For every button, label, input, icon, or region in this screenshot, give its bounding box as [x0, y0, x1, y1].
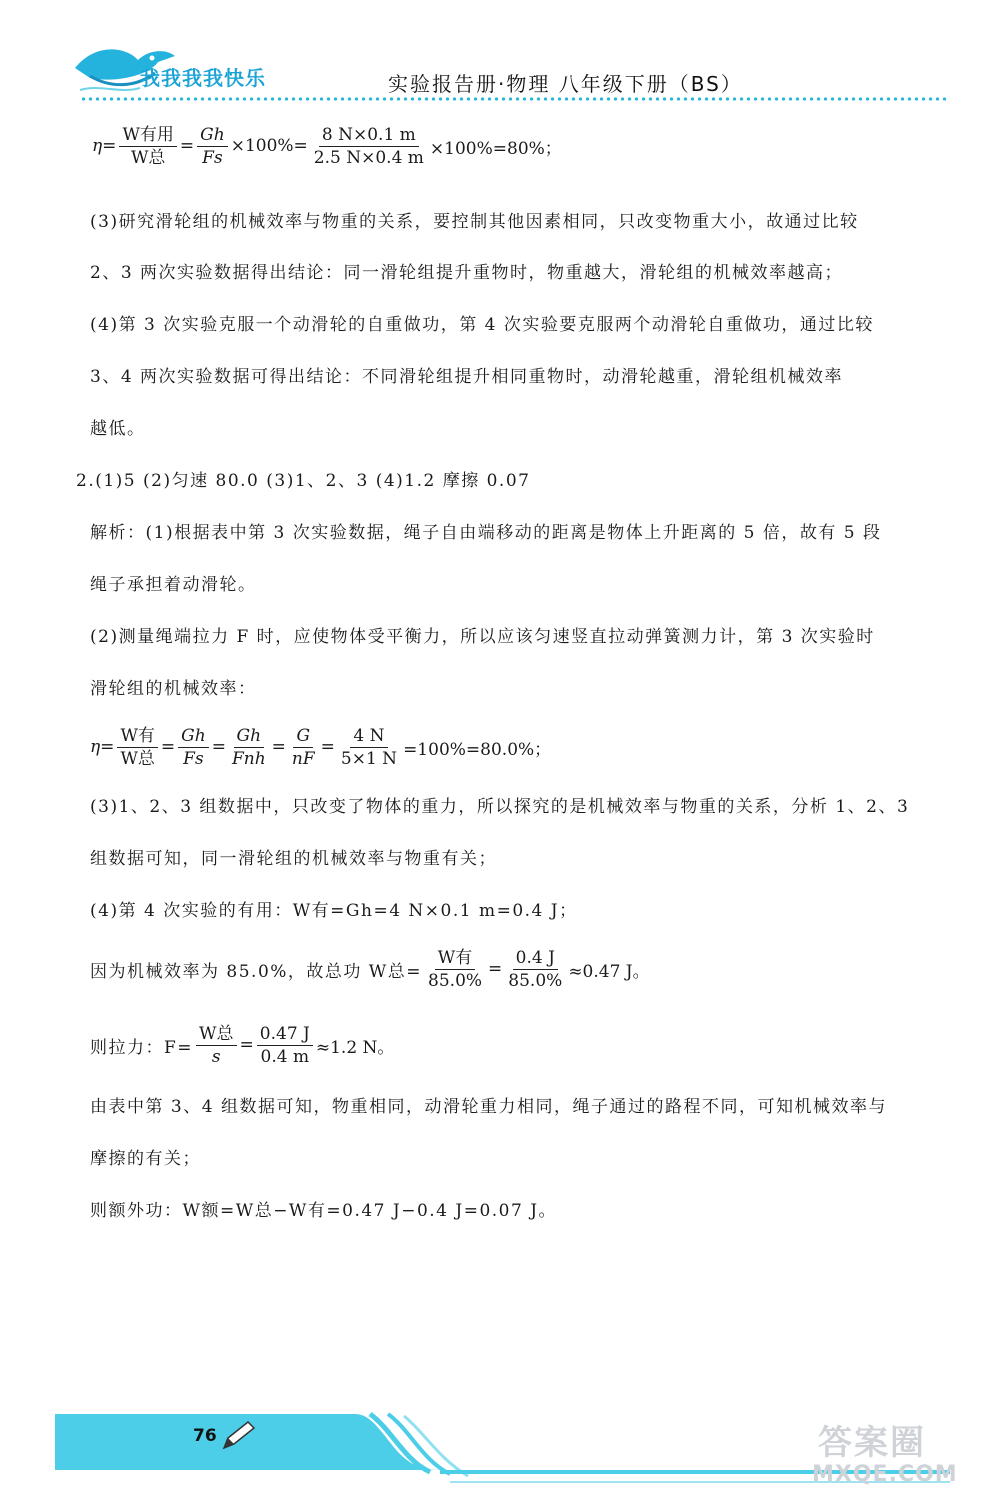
watermark-url: MXQE.COM	[812, 1462, 958, 1487]
formula-eta: η=	[90, 737, 115, 757]
fraction-numerator: Gh	[197, 124, 228, 147]
fraction-numerator: 4 N	[350, 725, 387, 748]
fraction-numerator: 0.47 J	[257, 1023, 313, 1046]
formula-prefix: 则拉力：F=	[90, 1037, 194, 1058]
fraction-numerator: W有用	[119, 124, 176, 147]
fraction-denominator: 85.0%	[508, 970, 563, 991]
text-line: 摩擦的有关；	[90, 1149, 201, 1169]
formula-result: ≈0.47 J。	[568, 961, 650, 982]
fraction-values	[338, 725, 400, 770]
formula-eta: η=	[92, 136, 117, 156]
formula-prefix: 因为机械效率为 85.0%，故总功 W总=	[90, 961, 423, 982]
fraction-numerator: 8 N×0.1 m	[319, 124, 419, 147]
text-line: 绳子承担着动滑轮。	[90, 575, 257, 595]
page-number: 76	[193, 1426, 217, 1446]
text-line: (3)研究滑轮组的机械效率与物重的关系，要控制其他因素相同，只改变物重大小，故通过比较	[90, 212, 859, 232]
fraction-g-nf	[289, 725, 318, 770]
fraction-numerator: Gh	[178, 725, 209, 748]
text-line: (2)测量绳端拉力 F 时，应使物体受平衡力，所以应该匀速竖直拉动弹簧测力计，第 3 次实验时	[90, 627, 875, 647]
fraction-gh-fs	[197, 124, 228, 169]
text-line: 滑轮组的机械效率：	[90, 679, 257, 699]
fraction-numerator: G	[293, 725, 313, 748]
fraction-denominator: W总	[120, 748, 155, 769]
fraction-gh-fnh	[229, 725, 269, 770]
pull-force-formula: 则拉力：F= $\frac{\text{W总}}{s}$ = $\frac{0.47 J}{0.4 m}$ ≈1.2 N。	[90, 1023, 395, 1067]
fraction-denominator: 85.0%	[428, 970, 483, 991]
analysis-line: 解析：(1)根据表中第 3 次实验数据，绳子自由端移动的距离是物体上升距离的 5 倍，故有 5 段	[90, 523, 882, 543]
page-header	[0, 0, 1000, 110]
efficiency-formula-2: η= $\frac{\text{W有}}{\text{W总}}$ = $\frac{Gh}{Fs}$ = $\frac{Gh}{\text{Fnh}}$ = $\frac{G}{nF}$ = $\frac{4 N}{5\times 1 N}$ =100%=80.0%；	[90, 725, 552, 769]
fraction-values	[505, 947, 565, 992]
fraction-values	[311, 124, 427, 169]
text-line: 2、3 两次实验数据得出结论：同一滑轮组提升重物时，物重越大，滑轮组的机械效率越高；	[90, 263, 844, 283]
formula-text: ×100%=	[230, 136, 308, 156]
fraction-numerator: Gh	[234, 725, 265, 748]
fraction-denominator: s	[211, 1046, 221, 1067]
fraction-numerator: 0.4 J	[513, 947, 558, 970]
text-line: (4)第 4 次实验的有用：W有=Gh=4 N×0.1 m=0.4 J；	[90, 901, 578, 921]
text-line: (4)第 3 次实验克服一个动滑轮的自重做功，第 4 次实验要克服两个动滑轮自重做功，通过比较	[90, 315, 874, 335]
fraction-denominator: Fs	[202, 147, 223, 168]
fraction-denominator: Fnh	[231, 748, 266, 769]
fraction-denominator: 2.5 N×0.4 m	[313, 147, 424, 168]
text-line: 由表中第 3、4 组数据可知，物重相同，动滑轮重力相同，绳子通过的路程不同，可知机械效率与	[90, 1097, 887, 1117]
text-line: 越低。	[90, 419, 146, 439]
page-content	[76, 122, 960, 1226]
fraction-denominator: nF	[291, 748, 315, 769]
book-title: 实验报告册·物理 八年级下册（BS）	[388, 72, 743, 96]
logo-text: 我我我我快乐	[140, 66, 266, 90]
fraction-numerator: W有	[435, 947, 475, 970]
fraction-w	[196, 1023, 236, 1068]
answer-line: 2.(1)5 (2)匀速 80.0 (3)1、2、3 (4)1.2 摩擦 0.07	[76, 471, 531, 491]
formula-result: ×100%=80%；	[429, 138, 562, 159]
fraction-gh-fs	[178, 725, 209, 770]
fraction-denominator: W总	[130, 147, 166, 168]
fraction-numerator: W有	[117, 725, 157, 748]
pencil-icon	[218, 1418, 258, 1454]
efficiency-formula-1: η= $\frac{\text{W有用}}{\text{W总}}$ = $\frac{Gh}{Fs}$ ×100%= $\frac{8 N\times 0.1 m}{2.5 N\times 0.4 m}$ ×100%=80%；	[92, 124, 562, 168]
header-dotted-divider	[80, 96, 950, 102]
fraction-numerator: W总	[196, 1023, 236, 1046]
fraction-w	[119, 124, 176, 169]
fraction-denominator: 5×1 N	[340, 748, 398, 769]
formula-result: =100%=80.0%；	[403, 739, 552, 760]
fraction-w	[117, 725, 157, 770]
fraction-denominator: Fs	[183, 748, 204, 769]
fraction-denominator: 0.4 m	[260, 1046, 310, 1067]
text-line: (3)1、2、3 组数据中，只改变了物体的重力，所以探究的是机械效率与物重的关系，分析 1、2、3	[90, 797, 910, 817]
fraction-w	[425, 947, 485, 992]
watermark-logo: 答案圈	[818, 1423, 926, 1463]
text-line: 则额外功：W额=W总−W有=0.47 J−0.4 J=0.07 J。	[90, 1201, 558, 1221]
formula-result: ≈1.2 N。	[315, 1037, 395, 1058]
text-line: 组数据可知，同一滑轮组的机械效率与物重有关；	[90, 849, 497, 869]
total-work-formula: 因为机械效率为 85.0%，故总功 W总= $\frac{\text{W有}}{85.0\%}$ = $\frac{0.4 J}{85.0\%}$ ≈0.47 J。	[90, 947, 650, 991]
text-line: 3、4 两次实验数据可得出结论：不同滑轮组提升相同重物时，动滑轮越重，滑轮组机械效率	[90, 367, 844, 387]
fraction-values	[257, 1023, 313, 1068]
